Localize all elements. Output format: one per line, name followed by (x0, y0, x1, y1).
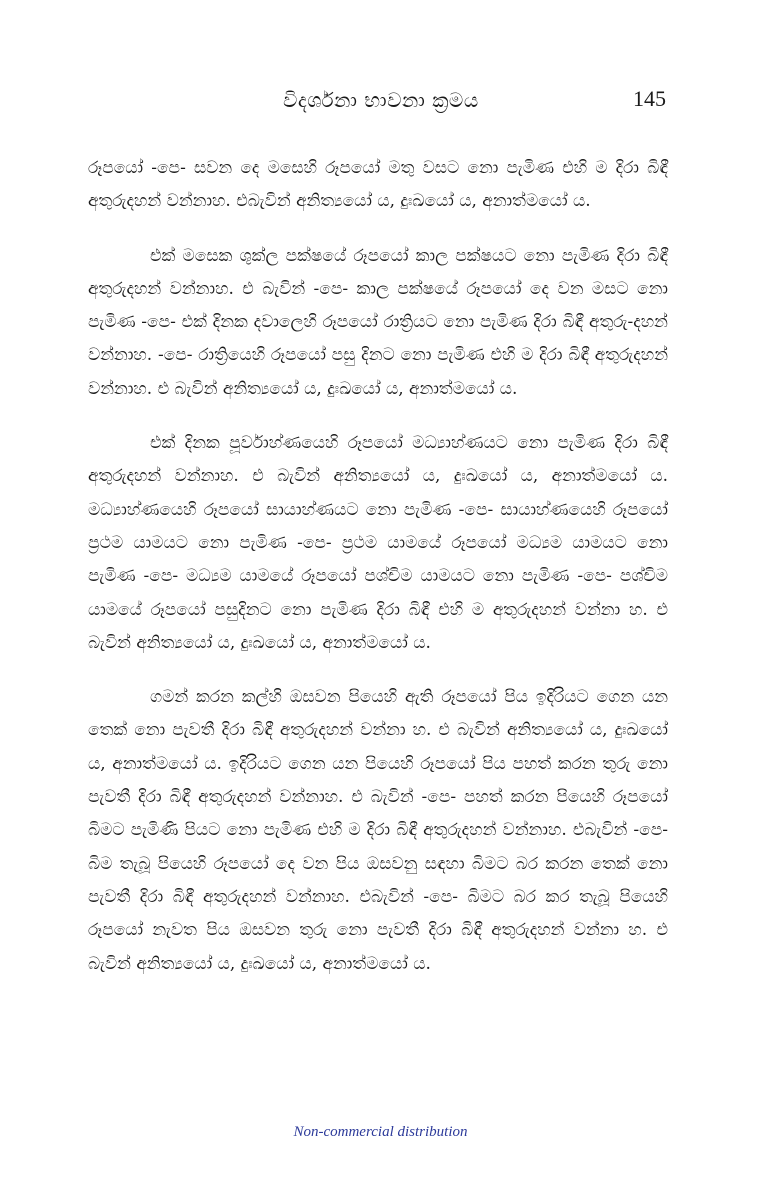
paragraph-text: රූපයෝ -පෙ- සවන දෙ මසෙහි රූපයෝ මතු වසට නො පැමිණ එහි ම දිරා බිඳී අතුරුදහන් වන්නාහ. එබැවින් අනිත්‍යයෝ ය, දුඃඛයෝ ය, අනාත්මයෝ ය. (88, 158, 668, 212)
paragraph-4 (88, 681, 668, 981)
page-number: 145 (633, 86, 666, 111)
distribution-footer: Non-commercial distribution (293, 1124, 468, 1140)
paragraph-3 (88, 427, 668, 660)
paragraph-text: ගමන් කරන කල්හි ඔසවන පියෙහි ඇති රූපයෝ පිය ඉදිරියට ගෙන යන තෙක් නො පැවතී දිරා බිඳී අතුරුදහන් වන්නා හ. එ බැවින් අනිත්‍යයෝ ය, දුඃඛයෝ ය, අනාත්මයෝ ය. ඉදිරියට ගෙන යන පියෙහි රූපයෝ පිය පහත් කරන තුරු නො පැවතී දිරා බිඳී අතුරුදහන් වන්නාහ. එ බැවින් -පෙ- පහත් කරන පියෙහි රූපයෝ බිමට පැමිණි පියට නො පැමිණ එහි ම දිරා බිඳී අතුරුදහන් වන්නාහ. එබැවින් -පෙ- බිම තැබූ පියෙහි රූපයෝ දෙ වන පිය ඔසවනු සඳහා බිමට බර කරන තෙක් නො පැවතී දිරා බිඳී අතුරුදහන් වන්නාහ. එබැවින් -පෙ- බිමට බර කර තැබූ පියෙහි රූපයෝ නැවත පිය ඔසවන තුරු නො පැවතී දිරා බිඳී අතුරුදහන් වන්නා හ. එ බැවින් අනිත්‍යයෝ ය, දුඃඛයෝ ය, අනාත්මයෝ ය. (88, 687, 668, 974)
running-title: විදර්ශනා භාවනා ක්‍රමය (283, 88, 479, 112)
paragraph-2 (88, 240, 668, 406)
paragraph-text: එක් මසෙක ශුක්ල පක්ෂයේ රූපයෝ කාල පක්ෂයට නො පැමිණ දිරා බිඳී අතුරුදහන් වන්නාහ. එ බැවින් -පෙ- කාල පක්ෂයේ රූපයෝ දෙ වන මසට නො පැමිණ -පෙ- එක් දිනක දවාලෙහි රූපයෝ රාත්‍රියට නො පැමිණ දිරා බිඳී අතුරු-දහන් වන්නාහ. -පෙ- රාත්‍රියෙහි රූපයෝ පසු දිනට නො පැමිණ එහි ම දිරා බිඳී අතුරුදහන් වන්නාහ. එ බැවින් අනිත්‍යයෝ ය, දුඃඛයෝ ය, අනාත්මයෝ ය. (88, 245, 668, 399)
paragraph-1 (88, 152, 668, 219)
paragraph-text: එක් දිනක පූර්වාහ්ණයෙහි රූපයෝ මධ්‍යාහ්ණයට නො පැමිණ දිරා බිඳී අතුරුදහන් වන්නාහ. එ බැවින් අනිත්‍යයෝ ය, දුඃඛයෝ ය, අනාත්මයෝ ය. මධ්‍යාහ්ණයෙහි රූපයෝ සායාහ්ණයට නො පැමිණ -පෙ- සායාහ්ණයෙහි රූපයෝ ප්‍රථම යාමයට නො පැමිණ -පෙ- ප්‍රථම යාමයේ රූපයෝ මධ්‍යම යාමයට නො පැමිණ -පෙ- මධ්‍යම යාමයේ රූපයෝ පශ්චිම යාමයට නො පැමිණ -පෙ- පශ්චිම යාමයේ රූපයෝ පසුදිනට නො පැමිණ දිරා බිඳී එහි ම අතුරුදහන් වන්නා හ. එ බැවින් අනිත්‍යයෝ ය, දුඃඛයෝ ය, අනාත්මයෝ ය. (88, 433, 668, 653)
page-body (88, 152, 668, 981)
